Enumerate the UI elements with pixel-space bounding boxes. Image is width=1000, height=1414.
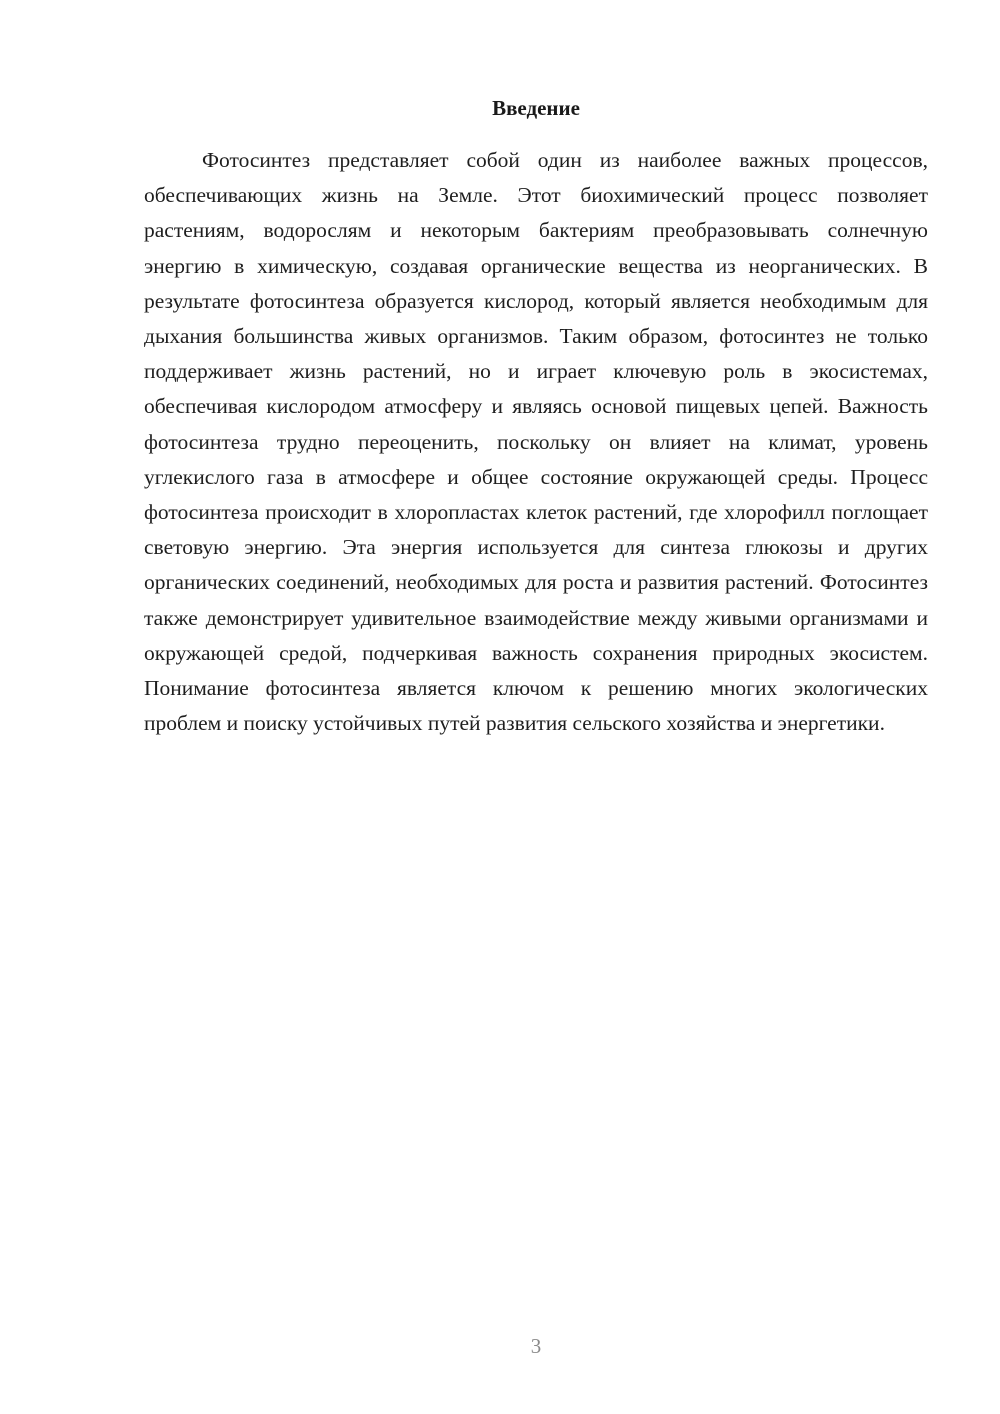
page-number: 3 [530, 1334, 542, 1358]
body-paragraph: Фотосинтез представляет собой один из наиболее важных процессов, обеспечивающих жизнь на Земле. Этот биохимический процесс позволяет растениям, водорослям и некоторым бактериям преобразовывать солнечную энергию в химическую, создавая органические вещества из неорганических. В результате фотосинтеза образуется кислород, который является необходимым для дыхания большинства живых организмов. Таким образом, фотосинтез не только поддерживает жизнь растений, но и играет ключевую роль в экосистемах, обеспечивая кислородом атмосферу и являясь основой пищевых цепей. Важность фотосинтеза трудно переоценить, поскольку он влияет на климат, уровень углекислого газа в атмосфере и общее состояние окружающей среды. Процесс фотосинтеза происходит в хлоропластах клеток растений, где хлорофилл поглощает световую энергию. Эта энергия используется для синтеза глюкозы и других органических соединений, необходимых для роста и развития растений. Фотосинтез также демонстрирует удивительное взаимодействие между живыми организмами и окружающей средой, подчеркивая важность сохранения природных экосистем. Понимание фотосинтеза является ключом к решению многих экологических проблем и поиску устойчивых путей развития сельского хозяйства и энергетики. [144, 148, 928, 736]
section-heading: Введение [492, 96, 580, 120]
